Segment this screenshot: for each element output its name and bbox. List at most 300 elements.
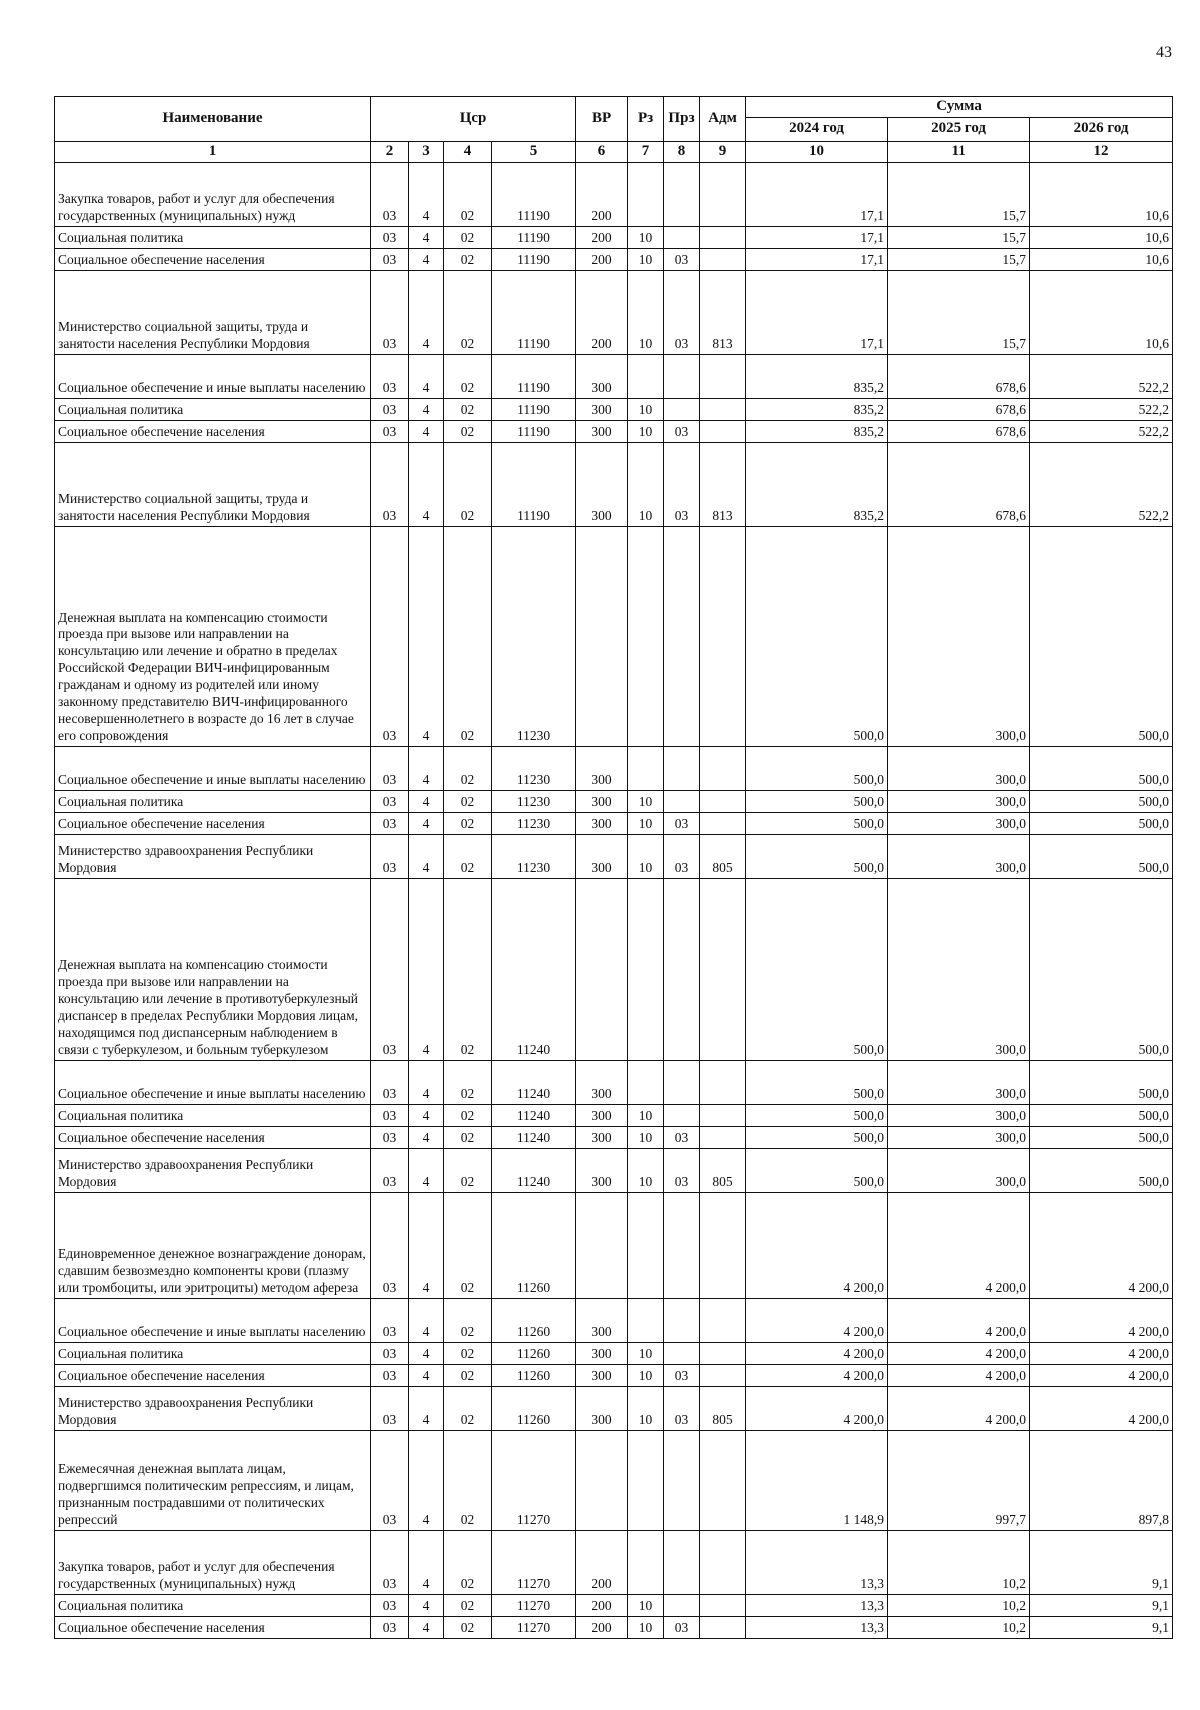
amount-2025: 15,7 — [888, 270, 1030, 354]
prz-cell — [664, 1104, 700, 1126]
rz-cell — [628, 1298, 664, 1342]
table-row — [55, 1594, 1173, 1616]
amount-2025: 300,0 — [888, 1148, 1030, 1192]
code-cell: 4 — [409, 1298, 444, 1342]
adm-cell: 805 — [700, 1148, 746, 1192]
code-cell: 02 — [444, 1530, 492, 1594]
code-cell: 02 — [444, 162, 492, 226]
amount-2024: 500,0 — [746, 834, 888, 878]
vr-cell: 300 — [576, 398, 628, 420]
amount-2025: 678,6 — [888, 354, 1030, 398]
table-row — [55, 1148, 1173, 1192]
prz-cell — [664, 354, 700, 398]
row-name: Единовременное денежное вознаграждение донорам, сдавшим безвозмездно компоненты крови (плазму или тромбоциты, или эритроциты) методом афереза — [55, 1192, 371, 1298]
prz-cell — [664, 226, 700, 248]
rz-cell — [628, 162, 664, 226]
prz-cell — [664, 1594, 700, 1616]
adm-cell — [700, 248, 746, 270]
code-cell: 11270 — [492, 1530, 576, 1594]
code-cell: 03 — [371, 398, 409, 420]
code-cell: 4 — [409, 226, 444, 248]
amount-2024: 1 148,9 — [746, 1430, 888, 1530]
amount-2026: 500,0 — [1030, 1126, 1173, 1148]
code-cell: 11230 — [492, 790, 576, 812]
vr-cell: 200 — [576, 226, 628, 248]
code-cell: 11240 — [492, 1104, 576, 1126]
code-cell: 03 — [371, 270, 409, 354]
code-cell: 02 — [444, 226, 492, 248]
code-cell: 03 — [371, 1192, 409, 1298]
vr-cell: 300 — [576, 1342, 628, 1364]
amount-2026: 10,6 — [1030, 162, 1173, 226]
code-cell: 11190 — [492, 354, 576, 398]
code-cell: 02 — [444, 270, 492, 354]
amount-2026: 10,6 — [1030, 226, 1173, 248]
vr-cell: 300 — [576, 1298, 628, 1342]
code-cell: 4 — [409, 1192, 444, 1298]
code-cell: 11190 — [492, 270, 576, 354]
rz-cell — [628, 1060, 664, 1104]
amount-2026: 4 200,0 — [1030, 1386, 1173, 1430]
row-name: Социальное обеспечение и иные выплаты населению — [55, 1298, 371, 1342]
amount-2026: 4 200,0 — [1030, 1364, 1173, 1386]
amount-2026: 500,0 — [1030, 1104, 1173, 1126]
code-cell: 02 — [444, 1364, 492, 1386]
code-cell: 03 — [371, 526, 409, 746]
amount-2025: 678,6 — [888, 420, 1030, 442]
code-cell: 02 — [444, 746, 492, 790]
col-index: 1 — [55, 141, 371, 162]
code-cell: 02 — [444, 1104, 492, 1126]
row-name: Социальное обеспечение населения — [55, 1126, 371, 1148]
col-index: 8 — [664, 141, 700, 162]
header-csr: Цср — [371, 97, 576, 142]
code-cell: 11260 — [492, 1386, 576, 1430]
code-cell: 02 — [444, 1192, 492, 1298]
vr-cell: 300 — [576, 1364, 628, 1386]
rz-cell — [628, 1192, 664, 1298]
amount-2025: 300,0 — [888, 1104, 1030, 1126]
header-rz: Рз — [628, 97, 664, 142]
adm-cell — [700, 790, 746, 812]
vr-cell: 200 — [576, 1530, 628, 1594]
rz-cell: 10 — [628, 270, 664, 354]
header-adm: Адм — [700, 97, 746, 142]
code-cell: 02 — [444, 398, 492, 420]
adm-cell — [700, 1616, 746, 1638]
code-cell: 03 — [371, 354, 409, 398]
amount-2024: 835,2 — [746, 442, 888, 526]
row-name: Министерство социальной защиты, труда и занятости населения Республики Мордовия — [55, 442, 371, 526]
code-cell: 03 — [371, 420, 409, 442]
prz-cell: 03 — [664, 1148, 700, 1192]
amount-2024: 13,3 — [746, 1616, 888, 1638]
table-row — [55, 1430, 1173, 1530]
row-name: Социальное обеспечение и иные выплаты населению — [55, 354, 371, 398]
rz-cell: 10 — [628, 1616, 664, 1638]
prz-cell: 03 — [664, 1364, 700, 1386]
table-row — [55, 1342, 1173, 1364]
table-row — [55, 1126, 1173, 1148]
vr-cell: 200 — [576, 162, 628, 226]
amount-2024: 500,0 — [746, 1148, 888, 1192]
vr-cell: 300 — [576, 812, 628, 834]
code-cell: 02 — [444, 420, 492, 442]
code-cell: 11240 — [492, 1126, 576, 1148]
code-cell: 11230 — [492, 526, 576, 746]
amount-2026: 500,0 — [1030, 834, 1173, 878]
amount-2026: 9,1 — [1030, 1616, 1173, 1638]
rz-cell — [628, 354, 664, 398]
prz-cell — [664, 1060, 700, 1104]
code-cell: 4 — [409, 1126, 444, 1148]
vr-cell: 300 — [576, 834, 628, 878]
amount-2025: 678,6 — [888, 398, 1030, 420]
amount-2024: 17,1 — [746, 226, 888, 248]
code-cell: 11240 — [492, 1148, 576, 1192]
col-index: 7 — [628, 141, 664, 162]
vr-cell: 300 — [576, 1060, 628, 1104]
header-sum: Сумма — [746, 97, 1173, 118]
row-name: Министерство социальной защиты, труда и занятости населения Республики Мордовия — [55, 270, 371, 354]
row-name: Социальная политика — [55, 1594, 371, 1616]
table-row — [55, 162, 1173, 226]
row-name: Социальное обеспечение населения — [55, 1364, 371, 1386]
code-cell: 03 — [371, 1594, 409, 1616]
table-row — [55, 442, 1173, 526]
code-cell: 11260 — [492, 1364, 576, 1386]
amount-2025: 4 200,0 — [888, 1386, 1030, 1430]
prz-cell: 03 — [664, 270, 700, 354]
amount-2025: 300,0 — [888, 1060, 1030, 1104]
amount-2025: 300,0 — [888, 834, 1030, 878]
code-cell: 4 — [409, 746, 444, 790]
header-year-2024: 2024 год — [746, 117, 888, 141]
table-row — [55, 1104, 1173, 1126]
vr-cell: 200 — [576, 248, 628, 270]
amount-2026: 500,0 — [1030, 812, 1173, 834]
rz-cell: 10 — [628, 398, 664, 420]
code-cell: 11270 — [492, 1616, 576, 1638]
code-cell: 03 — [371, 1104, 409, 1126]
code-cell: 11230 — [492, 746, 576, 790]
vr-cell: 300 — [576, 420, 628, 442]
prz-cell — [664, 1298, 700, 1342]
code-cell: 02 — [444, 1594, 492, 1616]
code-cell: 4 — [409, 1530, 444, 1594]
adm-cell — [700, 526, 746, 746]
amount-2024: 4 200,0 — [746, 1364, 888, 1386]
rz-cell: 10 — [628, 442, 664, 526]
amount-2026: 9,1 — [1030, 1594, 1173, 1616]
table-row — [55, 790, 1173, 812]
amount-2026: 522,2 — [1030, 420, 1173, 442]
amount-2026: 522,2 — [1030, 398, 1173, 420]
code-cell: 4 — [409, 812, 444, 834]
code-cell: 11230 — [492, 812, 576, 834]
prz-cell: 03 — [664, 1616, 700, 1638]
code-cell: 4 — [409, 1430, 444, 1530]
adm-cell: 813 — [700, 442, 746, 526]
code-cell: 4 — [409, 790, 444, 812]
rz-cell: 10 — [628, 1342, 664, 1364]
vr-cell: 300 — [576, 790, 628, 812]
prz-cell: 03 — [664, 812, 700, 834]
code-cell: 03 — [371, 1060, 409, 1104]
prz-cell — [664, 1530, 700, 1594]
vr-cell: 300 — [576, 1148, 628, 1192]
col-index: 12 — [1030, 141, 1173, 162]
vr-cell: 300 — [576, 354, 628, 398]
vr-cell: 200 — [576, 1616, 628, 1638]
code-cell: 03 — [371, 1364, 409, 1386]
amount-2024: 500,0 — [746, 878, 888, 1060]
prz-cell — [664, 1342, 700, 1364]
rz-cell: 10 — [628, 226, 664, 248]
code-cell: 4 — [409, 162, 444, 226]
code-cell: 4 — [409, 1342, 444, 1364]
adm-cell — [700, 162, 746, 226]
amount-2024: 13,3 — [746, 1530, 888, 1594]
vr-cell: 300 — [576, 1386, 628, 1430]
amount-2025: 4 200,0 — [888, 1364, 1030, 1386]
header-year-2025: 2025 год — [888, 117, 1030, 141]
code-cell: 02 — [444, 834, 492, 878]
row-name: Социальная политика — [55, 398, 371, 420]
amount-2024: 4 200,0 — [746, 1386, 888, 1430]
code-cell: 02 — [444, 878, 492, 1060]
adm-cell — [700, 1192, 746, 1298]
vr-cell — [576, 1430, 628, 1530]
row-name: Закупка товаров, работ и услуг для обеспечения государственных (муниципальных) нужд — [55, 1530, 371, 1594]
amount-2025: 15,7 — [888, 226, 1030, 248]
code-cell: 02 — [444, 1126, 492, 1148]
rz-cell: 10 — [628, 1364, 664, 1386]
code-cell: 03 — [371, 1126, 409, 1148]
table-row — [55, 878, 1173, 1060]
amount-2024: 500,0 — [746, 812, 888, 834]
amount-2024: 4 200,0 — [746, 1342, 888, 1364]
amount-2025: 300,0 — [888, 1126, 1030, 1148]
table-row — [55, 420, 1173, 442]
code-cell: 03 — [371, 442, 409, 526]
table-row — [55, 812, 1173, 834]
prz-cell: 03 — [664, 834, 700, 878]
amount-2025: 300,0 — [888, 790, 1030, 812]
table-row — [55, 1616, 1173, 1638]
table-row — [55, 1060, 1173, 1104]
header-name: Наименование — [55, 97, 371, 142]
rz-cell: 10 — [628, 790, 664, 812]
adm-cell — [700, 1060, 746, 1104]
amount-2025: 678,6 — [888, 442, 1030, 526]
adm-cell — [700, 398, 746, 420]
code-cell: 02 — [444, 790, 492, 812]
code-cell: 03 — [371, 1342, 409, 1364]
prz-cell: 03 — [664, 1126, 700, 1148]
row-name: Социальное обеспечение и иные выплаты населению — [55, 746, 371, 790]
rz-cell: 10 — [628, 834, 664, 878]
table-row — [55, 1298, 1173, 1342]
code-cell: 11270 — [492, 1430, 576, 1530]
table-row — [55, 1364, 1173, 1386]
code-cell: 03 — [371, 226, 409, 248]
amount-2026: 4 200,0 — [1030, 1342, 1173, 1364]
amount-2024: 500,0 — [746, 1126, 888, 1148]
amount-2025: 300,0 — [888, 812, 1030, 834]
amount-2024: 835,2 — [746, 354, 888, 398]
amount-2025: 300,0 — [888, 746, 1030, 790]
adm-cell — [700, 420, 746, 442]
code-cell: 4 — [409, 878, 444, 1060]
prz-cell — [664, 1430, 700, 1530]
amount-2025: 4 200,0 — [888, 1342, 1030, 1364]
amount-2025: 10,2 — [888, 1616, 1030, 1638]
code-cell: 03 — [371, 790, 409, 812]
amount-2024: 17,1 — [746, 248, 888, 270]
amount-2024: 500,0 — [746, 1104, 888, 1126]
code-cell: 02 — [444, 1386, 492, 1430]
code-cell: 11190 — [492, 442, 576, 526]
row-name: Министерство здравоохранения Республики Мордовия — [55, 1386, 371, 1430]
amount-2024: 4 200,0 — [746, 1298, 888, 1342]
amount-2025: 997,7 — [888, 1430, 1030, 1530]
row-name: Социальное обеспечение и иные выплаты населению — [55, 1060, 371, 1104]
code-cell: 4 — [409, 1386, 444, 1430]
table-row — [55, 1192, 1173, 1298]
code-cell: 4 — [409, 1616, 444, 1638]
vr-cell: 300 — [576, 442, 628, 526]
table-row — [55, 1386, 1173, 1430]
prz-cell: 03 — [664, 248, 700, 270]
code-cell: 11190 — [492, 226, 576, 248]
vr-cell: 300 — [576, 1104, 628, 1126]
header-vr: ВР — [576, 97, 628, 142]
adm-cell — [700, 878, 746, 1060]
row-name: Социальное обеспечение населения — [55, 420, 371, 442]
adm-cell: 813 — [700, 270, 746, 354]
table-row — [55, 1530, 1173, 1594]
amount-2024: 500,0 — [746, 1060, 888, 1104]
table-row — [55, 746, 1173, 790]
code-cell: 02 — [444, 812, 492, 834]
adm-cell — [700, 1298, 746, 1342]
code-cell: 4 — [409, 1594, 444, 1616]
amount-2024: 17,1 — [746, 162, 888, 226]
code-cell: 03 — [371, 248, 409, 270]
amount-2026: 500,0 — [1030, 1148, 1173, 1192]
code-cell: 4 — [409, 442, 444, 526]
code-cell: 11190 — [492, 398, 576, 420]
prz-cell: 03 — [664, 442, 700, 526]
code-cell: 11260 — [492, 1192, 576, 1298]
adm-cell — [700, 1126, 746, 1148]
col-index: 6 — [576, 141, 628, 162]
amount-2025: 300,0 — [888, 878, 1030, 1060]
code-cell: 03 — [371, 1148, 409, 1192]
header-prz: Прз — [664, 97, 700, 142]
prz-cell — [664, 878, 700, 1060]
table-row — [55, 398, 1173, 420]
table-row — [55, 226, 1173, 248]
amount-2026: 500,0 — [1030, 878, 1173, 1060]
amount-2026: 522,2 — [1030, 354, 1173, 398]
code-cell: 4 — [409, 1060, 444, 1104]
code-cell: 11190 — [492, 162, 576, 226]
rz-cell — [628, 1530, 664, 1594]
row-name: Социальное обеспечение населения — [55, 812, 371, 834]
header-year-2026: 2026 год — [1030, 117, 1173, 141]
col-index: 4 — [444, 141, 492, 162]
code-cell: 03 — [371, 812, 409, 834]
prz-cell — [664, 746, 700, 790]
code-cell: 11260 — [492, 1342, 576, 1364]
code-cell: 02 — [444, 248, 492, 270]
prz-cell: 03 — [664, 420, 700, 442]
code-cell: 4 — [409, 248, 444, 270]
amount-2024: 500,0 — [746, 790, 888, 812]
adm-cell — [700, 1530, 746, 1594]
code-cell: 4 — [409, 1104, 444, 1126]
vr-cell — [576, 526, 628, 746]
code-cell: 4 — [409, 834, 444, 878]
prz-cell — [664, 790, 700, 812]
amount-2026: 10,6 — [1030, 270, 1173, 354]
rz-cell: 10 — [628, 812, 664, 834]
code-cell: 02 — [444, 1342, 492, 1364]
table-row — [55, 834, 1173, 878]
table-row — [55, 270, 1173, 354]
adm-cell — [700, 354, 746, 398]
row-name: Социальная политика — [55, 790, 371, 812]
page-number: 43 — [1156, 44, 1172, 61]
amount-2026: 10,6 — [1030, 248, 1173, 270]
table-row — [55, 526, 1173, 746]
amount-2024: 17,1 — [746, 270, 888, 354]
row-name: Закупка товаров, работ и услуг для обеспечения государственных (муниципальных) нужд — [55, 162, 371, 226]
amount-2024: 500,0 — [746, 746, 888, 790]
amount-2026: 500,0 — [1030, 790, 1173, 812]
adm-cell — [700, 746, 746, 790]
row-name: Социальная политика — [55, 1104, 371, 1126]
amount-2025: 10,2 — [888, 1530, 1030, 1594]
col-index: 9 — [700, 141, 746, 162]
rz-cell: 10 — [628, 1104, 664, 1126]
amount-2026: 500,0 — [1030, 746, 1173, 790]
code-cell: 4 — [409, 420, 444, 442]
rz-cell: 10 — [628, 1594, 664, 1616]
rz-cell — [628, 878, 664, 1060]
rz-cell: 10 — [628, 1386, 664, 1430]
amount-2024: 835,2 — [746, 420, 888, 442]
code-cell: 03 — [371, 1430, 409, 1530]
vr-cell: 300 — [576, 1126, 628, 1148]
code-cell: 03 — [371, 878, 409, 1060]
code-cell: 03 — [371, 1298, 409, 1342]
adm-cell — [700, 1364, 746, 1386]
code-cell: 4 — [409, 354, 444, 398]
amount-2024: 500,0 — [746, 526, 888, 746]
table-row — [55, 354, 1173, 398]
amount-2026: 4 200,0 — [1030, 1298, 1173, 1342]
prz-cell: 03 — [664, 1386, 700, 1430]
adm-cell — [700, 1342, 746, 1364]
col-index: 2 — [371, 141, 409, 162]
row-name: Денежная выплата на компенсацию стоимости проезда при вызове или направлении на консультацию или лечение и обратно в пределах Российской Федерации ВИЧ-инфицированным гражданам и одному из родителей или иному законному представителю ВИЧ-инфицированного несовершеннолетнего в возрасте до 16 лет в случае его сопровождения — [55, 526, 371, 746]
code-cell: 4 — [409, 526, 444, 746]
row-name: Министерство здравоохранения Республики Мордовия — [55, 834, 371, 878]
amount-2026: 500,0 — [1030, 526, 1173, 746]
